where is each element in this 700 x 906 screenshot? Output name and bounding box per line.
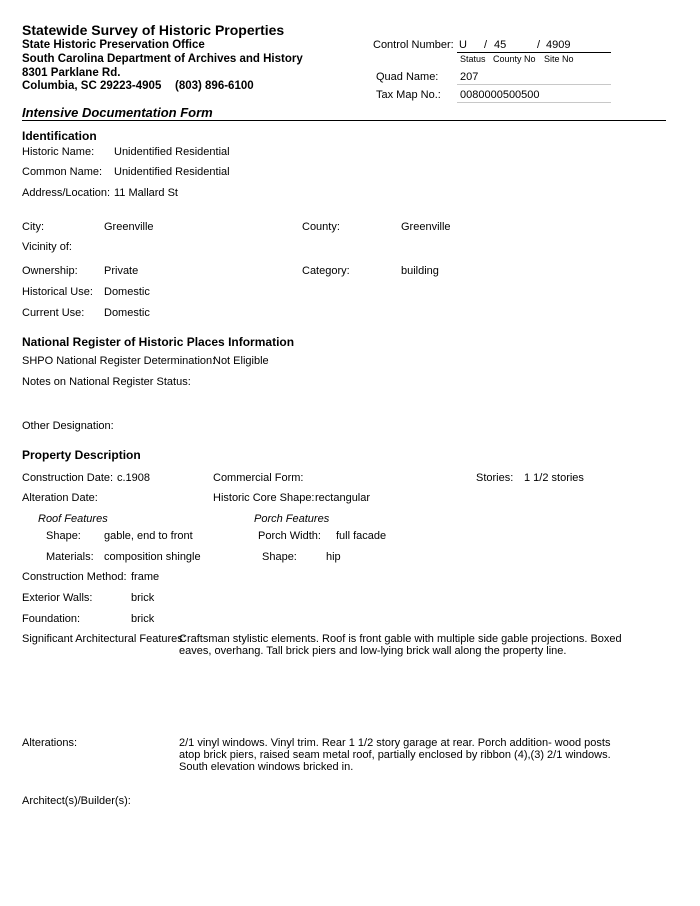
address-label: Address/Location: [22, 187, 111, 199]
category-label: Category: [302, 265, 350, 277]
survey-title: Statewide Survey of Historic Properties [22, 22, 285, 38]
historical-use-label: Historical Use: [22, 286, 93, 298]
org-phone: (803) 896-6100 [175, 80, 254, 92]
control-number-underline [457, 52, 611, 53]
quad-name-underline [457, 84, 611, 85]
current-use-value: Domestic [104, 307, 150, 319]
tax-map-value: 0080000500500 [460, 89, 540, 101]
form-title-rule [22, 120, 666, 121]
control-county-caption: County No [493, 54, 536, 64]
construction-method-label: Construction Method: [22, 571, 127, 583]
ownership-value: Private [104, 265, 139, 277]
commercial-form-label: Commercial Form: [213, 472, 304, 484]
category-value: building [401, 265, 439, 277]
core-shape-label: Historic Core Shape: [213, 492, 315, 504]
porch-width-label: Porch Width: [258, 530, 321, 542]
common-name-value: Unidentified Residential [114, 166, 230, 178]
control-number-label: Control Number: [373, 39, 454, 51]
roof-shape-label: Shape: [46, 530, 81, 542]
construction-method-value: frame [131, 571, 160, 583]
historic-name-value: Unidentified Residential [114, 146, 230, 158]
tax-map-underline [457, 102, 611, 103]
historic-name-label: Historic Name: [22, 146, 95, 158]
org-line-1: State Historic Preservation Office [22, 39, 205, 51]
form-title: Intensive Documentation Form [22, 105, 213, 120]
construction-date-value: c.1908 [117, 472, 151, 484]
identification-heading: Identification [22, 129, 97, 143]
alteration-date-label: Alteration Date: [22, 492, 98, 504]
org-line-3: 8301 Parklane Rd. [22, 67, 121, 79]
nr-determination-label: SHPO National Register Determination: [22, 355, 216, 367]
control-separator-1: / [484, 39, 488, 51]
control-site-value: 4909 [546, 39, 571, 51]
exterior-walls-value: brick [131, 592, 155, 604]
alterations-text: 2/1 vinyl windows. Vinyl trim. Rear 1 1/2 story garage at rear. Porch addition- wood posts atop brick piers, raised seam metal roof, partially enclosed by ribbon (4),(3) 2/1 windows. South elevation windows bricked in. [179, 737, 611, 773]
ownership-label: Ownership: [22, 265, 78, 277]
control-county-value: 45 [494, 39, 507, 51]
core-shape-value: rectangular [315, 492, 371, 504]
national-register-heading: National Register of Historic Places Information [22, 335, 295, 349]
stories-value: 1 1/2 stories [524, 472, 584, 484]
org-line-2: South Carolina Department of Archives and History [22, 53, 303, 65]
foundation-value: brick [131, 613, 155, 625]
roof-materials-value: composition shingle [104, 551, 201, 563]
significant-features-label: Significant Architectural Features: [22, 633, 186, 645]
vicinity-label: Vicinity of: [22, 241, 72, 253]
tax-map-label: Tax Map No.: [376, 89, 441, 101]
roof-features-heading: Roof Features [38, 513, 108, 525]
significant-features-text: Craftsman stylistic elements. Roof is front gable with multiple side gable projections. Boxed eaves, overhang. Tall brick piers and low-lying brick wall along the property line. [179, 633, 622, 657]
quad-name-value: 207 [460, 71, 479, 83]
county-value: Greenville [401, 221, 451, 233]
porch-width-value: full facade [336, 530, 387, 542]
control-separator-2: / [537, 39, 541, 51]
property-description-heading: Property Description [22, 448, 141, 462]
exterior-walls-label: Exterior Walls: [22, 592, 93, 604]
foundation-label: Foundation: [22, 613, 81, 625]
current-use-label: Current Use: [22, 307, 85, 319]
alterations-label: Alterations: [22, 737, 78, 749]
porch-features-heading: Porch Features [254, 513, 330, 525]
porch-shape-label: Shape: [262, 551, 297, 563]
roof-materials-label: Materials: [46, 551, 94, 563]
nr-notes-label: Notes on National Register Status: [22, 376, 191, 388]
control-site-caption: Site No [544, 54, 574, 64]
address-value: 11 Mallard St [114, 187, 178, 199]
architect-builder-label: Architect(s)/Builder(s): [22, 795, 131, 807]
roof-shape-value: gable, end to front [104, 530, 193, 542]
control-status-value: U [459, 39, 467, 51]
common-name-label: Common Name: [22, 166, 103, 178]
other-designation-label: Other Designation: [22, 420, 114, 432]
porch-shape-value: hip [326, 551, 341, 563]
historical-use-value: Domestic [104, 286, 150, 298]
control-status-caption: Status [460, 54, 486, 64]
stories-label: Stories: [476, 472, 514, 484]
construction-date-label: Construction Date: [22, 472, 114, 484]
county-label: County: [302, 221, 340, 233]
quad-name-label: Quad Name: [376, 71, 439, 83]
nr-determination-value: Not Eligible [213, 355, 269, 367]
city-label: City: [22, 221, 44, 233]
city-value: Greenville [104, 221, 154, 233]
org-address: Columbia, SC 29223-4905 [22, 80, 162, 92]
